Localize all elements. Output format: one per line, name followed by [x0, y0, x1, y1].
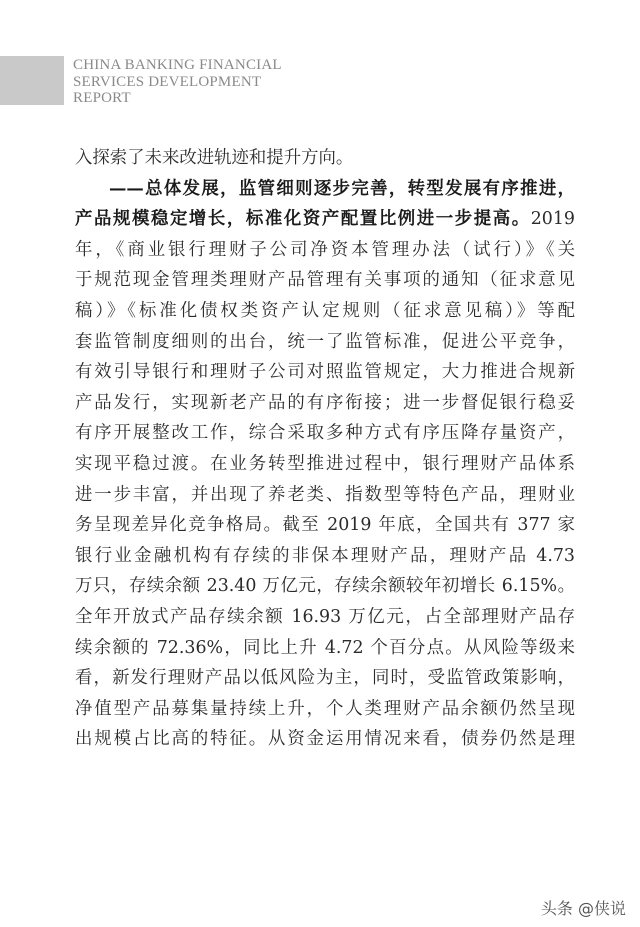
header-line-2: SERVICES DEVELOPMENT — [73, 73, 262, 90]
running-header — [73, 57, 282, 107]
text-line: 稿）》《标准化债权类资产认定规则（征求意见稿）》等配 — [75, 300, 575, 321]
text-line: 产品发行，实现新老产品的有序衔接；进一步督促银行稳妥 — [75, 392, 575, 413]
text-line: 有序开展整改工作，综合采取多种方式有序压降存量资产， — [75, 423, 575, 444]
text-line: 万只，存续余额 23.40 万亿元，存续余额较年初增长 6.15%。 — [75, 576, 575, 597]
header-line-3: REPORT — [73, 90, 131, 106]
text-line: 银行业金融机构有存续的非保本理财产品，理财产品 4.73 — [75, 545, 575, 566]
text-line: 年，《商业银行理财子公司净资本管理办法（试行）》《关 — [75, 239, 575, 260]
text-line: 务呈现差异化竞争格局。截至 2019 年底，全国共有 377 家 — [75, 515, 575, 536]
watermark: 头条 @侠说 — [540, 899, 626, 918]
text-line: 看，新发行理财产品以低风险为主，同时，受监管政策影响， — [75, 668, 575, 689]
text-line: 套监管制度细则的出台，统一了监管标准，促进公平竞争， — [75, 331, 575, 352]
text-line: 入探索了未来改进轨迹和提升方向。 — [75, 148, 354, 168]
header-gray-block — [0, 56, 64, 105]
text-line: 续余额的 72.36%，同比上升 4.72 个百分点。从风险等级来 — [75, 637, 575, 658]
text-line: 进一步丰富，并出现了养老类、指数型等特色产品，理财业 — [75, 484, 575, 505]
text-line-bold: ——总体发展，监管细则逐步完善，转型发展有序推进， — [109, 178, 575, 199]
text-line: 于规范现金管理类理财产品管理有关事项的通知（征求意见 — [75, 270, 575, 291]
header-line-1: CHINA BANKING FINANCIAL — [73, 57, 282, 73]
text-line: 净值型产品募集量持续上升，个人类理财产品余额仍然呈现 — [75, 698, 575, 719]
text-span: 2019 — [530, 209, 575, 230]
text-line: 有效引导银行和理财子公司对照监管规定，大力推进合规新 — [75, 362, 575, 383]
text-line — [75, 204, 575, 235]
bold-summary: 产品规模稳定增长，标准化资产配置比例进一步提高。 — [75, 209, 531, 230]
body-text — [75, 143, 575, 755]
text-line: 全年开放式产品存续余额 16.93 万亿元，占全部理财产品存 — [75, 606, 575, 627]
text-line: 出规模占比高的特征。从资金运用情况来看，债券仍然是理 — [75, 729, 575, 750]
text-line: 实现平稳过渡。在业务转型推进过程中，银行理财产品体系 — [75, 453, 575, 474]
